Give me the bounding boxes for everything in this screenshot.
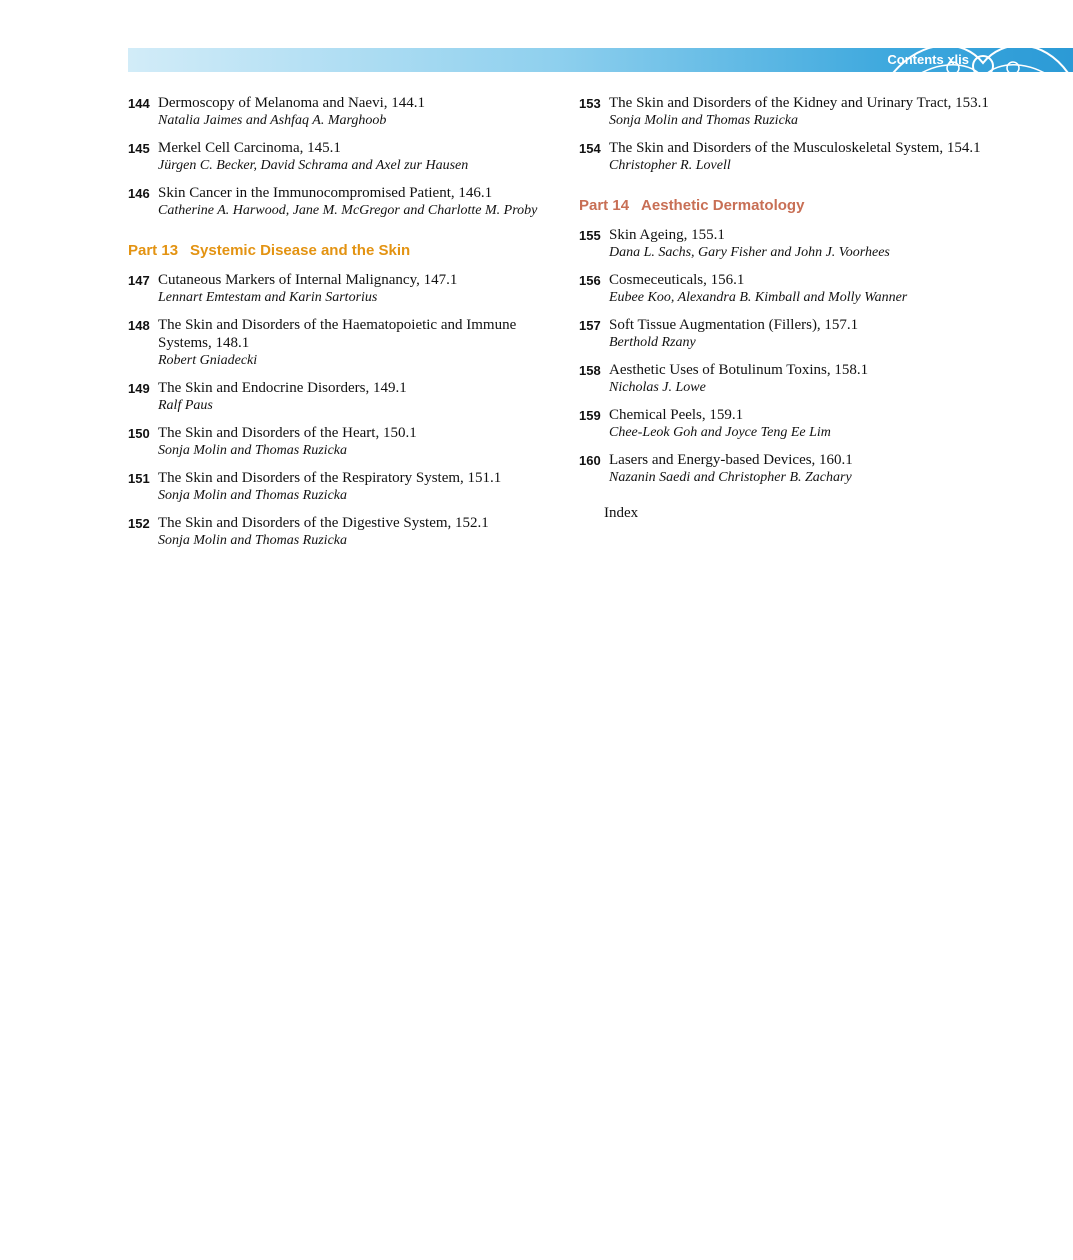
chapter-number: 149 [128,381,150,396]
header-bar [128,48,1073,72]
toc-entry[interactable] [579,451,1019,487]
toc-entry[interactable] [579,271,1019,307]
part-title: Systemic Disease and the Skin [190,242,411,259]
chapter-number: 146 [128,186,150,201]
toc-entry[interactable] [128,424,558,460]
part-heading[interactable] [128,242,558,259]
chapter-title: The Skin and Disorders of the Heart, 150.1 [158,425,417,441]
toc-entry[interactable] [579,94,1019,130]
toc-entry[interactable] [128,271,558,307]
toc-entry[interactable] [128,139,558,175]
chapter-title: Cutaneous Markers of Internal Malignancy, 147.1 [158,272,458,288]
chapter-title: Lasers and Energy-based Devices, 160.1 [609,452,853,468]
toc-entry[interactable] [128,514,558,550]
chapter-title: The Skin and Endocrine Disorders, 149.1 [158,380,407,396]
chapter-authors: Eubee Koo, Alexandra B. Kimball and Molly Wanner [609,290,908,305]
chapter-title: Chemical Peels, 159.1 [609,407,744,423]
chapter-authors: Nazanin Saedi and Christopher B. Zachary [609,470,852,485]
chapter-authors: Lennart Emtestam and Karin Sartorius [158,290,378,305]
toc-entry[interactable] [128,94,558,130]
chapter-authors: Sonja Molin and Thomas Ruzicka [158,443,347,458]
chapter-title: The Skin and Disorders of the Musculoskeletal System, 154.1 [609,140,981,156]
toc-entry[interactable] [128,184,558,220]
chapter-number: 148 [128,318,150,333]
chapter-number: 157 [579,318,601,333]
chapter-number: 158 [579,363,601,378]
chapter-number: 155 [579,228,601,243]
chapter-title: Skin Cancer in the Immunocompromised Patient, 146.1 [158,185,493,201]
chapter-title: The Skin and Disorders of the Respiratory System, 151.1 [158,470,502,486]
part-heading[interactable] [579,197,1019,214]
chapter-authors: Robert Gniadecki [158,353,258,368]
chapter-authors: Jürgen C. Becker, David Schrama and Axel zur Hausen [158,158,469,173]
chapter-number: 151 [128,471,150,486]
chapter-number: 147 [128,273,150,288]
toc-entry[interactable] [579,139,1019,175]
part-number: Part 14 [579,197,630,214]
chapter-authors: Christopher R. Lovell [609,158,731,173]
chapter-authors: Dana L. Sachs, Gary Fisher and John J. Voorhees [609,245,890,260]
chapter-authors: Sonja Molin and Thomas Ruzicka [158,533,347,548]
chapter-authors: Berthold Rzany [609,335,696,350]
toc-entry[interactable] [579,406,1019,442]
chapter-authors: Chee-Leok Goh and Joyce Teng Ee Lim [609,425,831,440]
toc-entry[interactable] [128,316,558,370]
chapter-number: 153 [579,96,601,111]
chapter-number: 159 [579,408,601,423]
toc-entry[interactable] [579,226,1019,262]
chapter-authors: Natalia Jaimes and Ashfaq A. Marghoob [158,113,387,128]
chapter-authors: Catherine A. Harwood, Jane M. McGregor and Charlotte M. Proby [158,203,538,218]
right-column [579,94,1019,522]
chapter-number: 150 [128,426,150,441]
toc-entry[interactable] [579,316,1019,352]
ornament-icon [883,18,1073,104]
chapter-number: 160 [579,453,601,468]
chapter-number: 145 [128,141,150,156]
chapter-title: Aesthetic Uses of Botulinum Toxins, 158.1 [609,362,869,378]
chapter-number: 144 [128,96,150,111]
chapter-title: Merkel Cell Carcinoma, 145.1 [158,140,341,156]
chapter-authors: Nicholas J. Lowe [609,380,706,395]
chapter-title: Cosmeceuticals, 156.1 [609,272,745,288]
chapter-title: Skin Ageing, 155.1 [609,227,725,243]
chapter-title: The Skin and Disorders of the Haematopoietic and Immune Systems, 148.1 [158,317,517,351]
left-column [128,94,558,559]
toc-entry[interactable] [128,469,558,505]
index-link[interactable]: Index [604,505,639,521]
chapter-title: Soft Tissue Augmentation (Fillers), 157.1 [609,317,859,333]
chapter-number: 152 [128,516,150,531]
chapter-number: 154 [579,141,601,156]
header-title: Contents xlis [887,52,969,67]
chapter-title: The Skin and Disorders of the Kidney and Urinary Tract, 153.1 [609,95,989,111]
chapter-title: Dermoscopy of Melanoma and Naevi, 144.1 [158,95,426,111]
toc-entry[interactable] [579,361,1019,397]
chapter-number: 156 [579,273,601,288]
chapter-authors: Sonja Molin and Thomas Ruzicka [158,488,347,503]
chapter-authors: Sonja Molin and Thomas Ruzicka [609,113,798,128]
toc-entry[interactable] [128,379,558,415]
chapter-authors: Ralf Paus [158,398,213,413]
part-title: Aesthetic Dermatology [641,197,805,214]
chapter-title: The Skin and Disorders of the Digestive System, 152.1 [158,515,489,531]
part-number: Part 13 [128,242,179,259]
